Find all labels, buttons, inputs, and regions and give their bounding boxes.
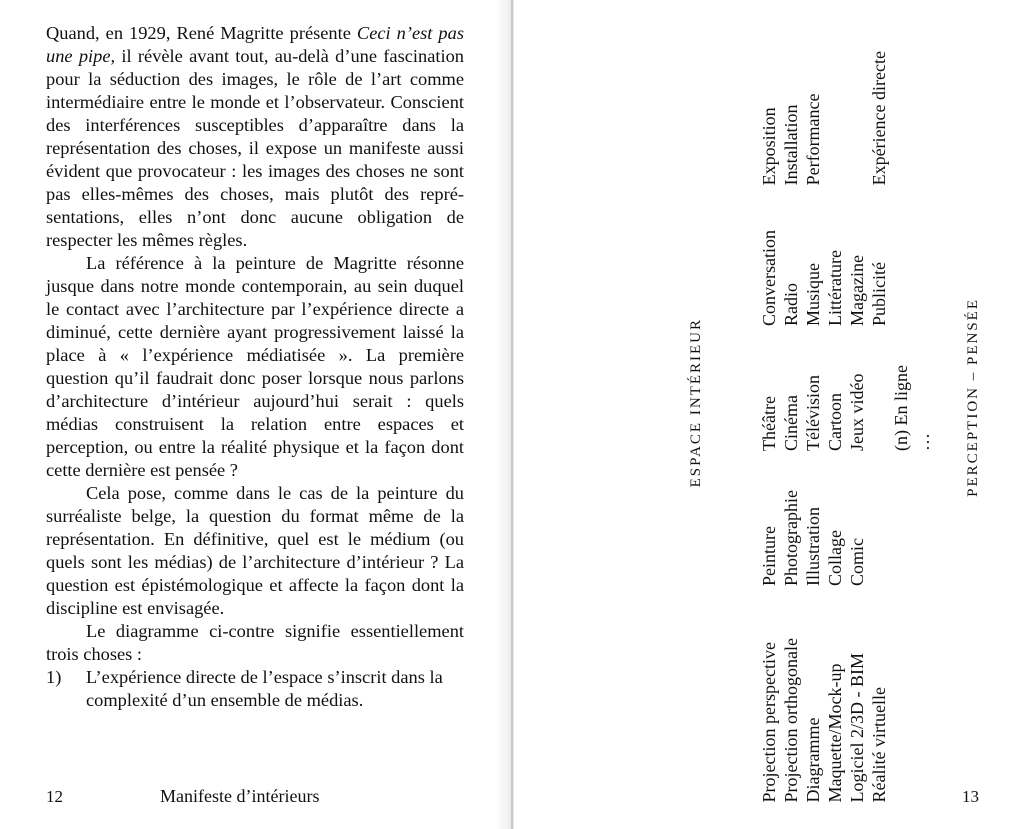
diagram-column-events	[758, 20, 890, 185]
heading-espace-interieur: ESPACE INTÉRIEUR	[688, 318, 704, 488]
diagram-item: Conversation	[759, 230, 779, 326]
diagram-item: Collage	[825, 530, 845, 586]
paragraph-1: Quand, en 1929, René Magritte présente Ceci n’est pas une pipe, il révèle avant tout, au-delà d’une fascination pour la séduction des images, le rôle de l’art comme intermédiaire entre le monde et l’observateur. Conscient des interférences susceptibles d’apparaître dans la représentation des choses, il expose un manifeste aussi évident que provocateur : les images des choses ne sont pas elles-mêmes des choses, mais plutôt des représentations, elles n’ont donc aucune obligation de respecter les mêmes règles.	[46, 23, 464, 250]
diagram-item: Peinture	[759, 526, 779, 586]
diagram-item	[868, 365, 890, 451]
diagram-item: Télévision	[803, 375, 823, 451]
diagram-item: (n) En ligne	[891, 365, 911, 451]
diagram-item: Projection orthogonale	[781, 637, 801, 802]
paragraph-3: Cela pose, comme dans le cas de la peinture du surréaliste belge, la question du format même de la représentation. En définitive, quel est le médium (ou quels sont les médias) de l’architecture d’intérieur ? La question est épistémologique et affecte la façon dont la discipline est envisagée.	[46, 483, 464, 618]
diagram-item: Théâtre	[759, 396, 779, 451]
body-text	[46, 22, 464, 712]
diagram-item: Diagramme	[803, 717, 823, 802]
paragraph-4: Le diagramme ci-contre signifie essentiellement trois choses :	[46, 621, 464, 664]
list-text: L’expérience directe de l’espace s’inscrit dans la complexité d’un ensemble de médias.	[86, 667, 443, 710]
diagram-item: Illustration	[803, 507, 823, 586]
diagram-item: …	[913, 433, 933, 451]
heading-perception-pensee: PERCEPTION – PENSÉE	[965, 298, 981, 497]
diagram-item: Magazine	[847, 255, 867, 326]
diagram-item: Comic	[847, 538, 867, 586]
diagram-item: Musique	[803, 263, 823, 326]
list-item	[46, 666, 464, 712]
page-number-left: 12	[46, 787, 63, 806]
paragraph-2: La référence à la peinture de Magritte résonne jusque dans notre monde contemporain, au sein duquel le contact avec l’architecture par l’expérience directe a diminué, cette dernière ayant progressivement laissé la place à « l’expérience médiatisée ». La première question qu’il faudrait donc poser lorsque nous parlons d’architecture d’intérieur aujourd’hui serait : quels médias construisent la relation entre espaces et perception, ou entre la réalité physique et la façon dont cette dernière est pensée ?	[46, 253, 464, 480]
running-title: Manifeste d’intérieurs	[160, 786, 320, 806]
diagram-item: Maquette/Mock-up	[825, 663, 845, 802]
diagram-item: Réalité virtuelle	[869, 686, 889, 802]
diagram-item: Cinéma	[781, 395, 801, 451]
diagram-item: Projection perspective	[759, 641, 779, 802]
diagram-item: Logiciel 2/3D - BIM	[847, 652, 867, 802]
diagram-item	[846, 51, 868, 185]
diagram-item: Performance	[803, 93, 823, 185]
diagram-item	[824, 51, 846, 185]
artwork-title: Ceci n’est pas une pipe,	[46, 23, 464, 66]
diagram-item: Publicité	[869, 262, 889, 326]
right-page	[514, 0, 1024, 829]
diagram-item: Expérience directe	[869, 50, 889, 185]
diagram-item: Jeux vidéo	[847, 373, 867, 451]
diagram-item: Photographie	[781, 490, 801, 586]
diagram-item: Installation	[781, 104, 801, 185]
diagram-item: Exposition	[759, 106, 779, 185]
page-number-right: 13	[962, 787, 979, 806]
diagram-item: Cartoon	[825, 393, 845, 451]
diagram-item: Radio	[781, 283, 801, 326]
diagram-item: Littérature	[825, 250, 845, 326]
list-number: 1)	[46, 667, 62, 687]
